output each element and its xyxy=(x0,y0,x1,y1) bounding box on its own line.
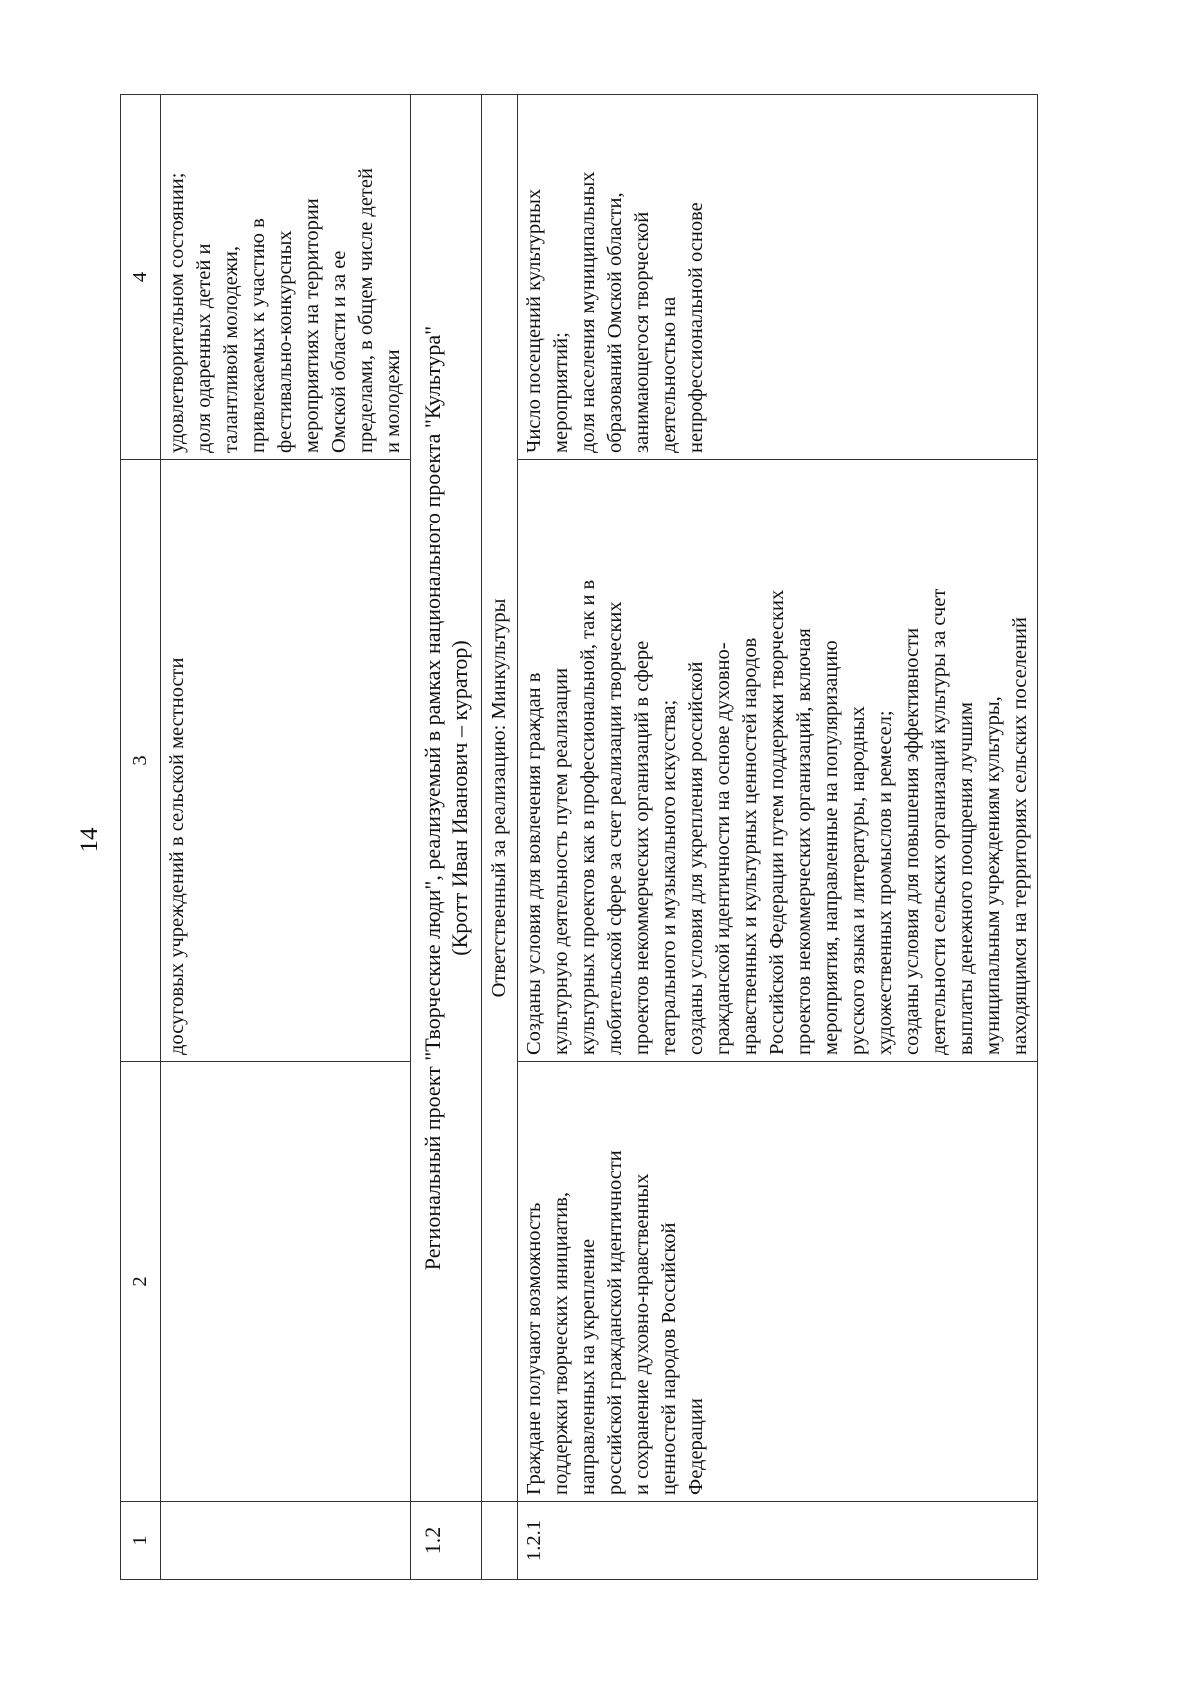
section-title-line: Региональный проект "Творческие люди", реализуемый в рамках национального проекта "Культура" xyxy=(420,325,445,1271)
result-line: российской гражданской идентичности xyxy=(604,1150,626,1495)
description-line: деятельности сельских организаций культуры за счет xyxy=(928,588,950,1055)
row-number: 1.2.1 xyxy=(518,1502,1038,1580)
column-header: 2 xyxy=(121,1062,161,1502)
description-line: культурную деятельность путем реализации xyxy=(550,667,572,1055)
page-number: 14 xyxy=(76,827,103,853)
column-header: 1 xyxy=(121,1502,161,1580)
description-line: культурных проектов как в профессиональной, так и в xyxy=(577,579,599,1055)
description-line: находящимся на территориях сельских поселений xyxy=(1009,617,1031,1055)
indicator-line: доля одаренных детей и xyxy=(193,243,215,453)
indicator-line: талантливой молодежи, xyxy=(220,246,242,453)
description-line: театрального и музыкального искусства; xyxy=(658,699,680,1055)
description-line: Российской Федерации путем поддержки творческих xyxy=(766,589,788,1055)
program-table xyxy=(120,94,1038,1580)
indicator-line: удовлетворительном состоянии; xyxy=(166,172,188,453)
description-line: проектов некоммерческих организаций, включая xyxy=(793,628,815,1055)
rotated-page xyxy=(70,70,1060,1610)
section-title xyxy=(411,95,482,1502)
indicator-line: доля населения муниципальных xyxy=(577,171,599,453)
table-row xyxy=(518,95,1038,1580)
table-row xyxy=(161,95,411,1580)
indicator-line: мероприятиях на территории xyxy=(301,198,323,453)
description-line: муниципальным учреждениям культуры, xyxy=(982,696,1004,1055)
indicator-line: Омской области и за ее xyxy=(328,250,350,453)
description-line: мероприятия, направленные на популяризацию xyxy=(820,640,842,1055)
description-line: нравственных и культурных ценностей народов xyxy=(739,637,761,1055)
empty-cell xyxy=(482,1502,518,1580)
column-header-row xyxy=(121,95,161,1580)
description-line: русского языка и литературы, народных xyxy=(847,706,869,1055)
description-cell xyxy=(518,460,1038,1062)
indicator-line: Число посещений культурных xyxy=(523,188,545,453)
result-line: ценностей народов Российской xyxy=(658,1222,680,1495)
indicator-line: и молодежи xyxy=(382,349,404,453)
description-cell: досуговых учреждений в сельской местности xyxy=(161,460,411,1062)
section-heading-row xyxy=(411,95,482,1580)
section-number: 1.2 xyxy=(411,1502,482,1580)
column-header: 4 xyxy=(121,95,161,460)
responsible-row xyxy=(482,95,518,1580)
indicator-line: занимающегося творческой xyxy=(631,211,653,453)
column-header: 3 xyxy=(121,460,161,1062)
description-line: проектов некоммерческих организаций в сфере xyxy=(631,640,653,1055)
description-line: созданы условия для укрепления российской xyxy=(685,661,707,1055)
indicator-line: деятельностью на xyxy=(658,296,680,453)
result-cell xyxy=(161,1062,411,1502)
indicator-line: пределами, в общем числе детей xyxy=(355,168,377,453)
result-line: поддержки творческих инициатив, xyxy=(550,1191,572,1495)
description-line: Созданы условия для вовлечения граждан в xyxy=(523,672,545,1055)
result-line: направленных на укрепление xyxy=(577,1238,599,1495)
indicators-cell xyxy=(518,95,1038,460)
indicator-line: образований Омской области, xyxy=(604,192,626,453)
result-cell xyxy=(518,1062,1038,1502)
description-line: выплаты денежного поощрения лучшим xyxy=(955,702,977,1055)
section-curator: (Кротт Иван Иванович – куратор) xyxy=(447,640,472,956)
description-line: созданы условия для повышения эффективности xyxy=(901,627,923,1055)
responsible-text: Ответственный за реализацию: Минкультуры xyxy=(482,95,518,1502)
indicator-line: мероприятий; xyxy=(550,332,572,453)
result-line: Федерации xyxy=(685,1398,707,1495)
description-line: гражданской идентичности на основе духовно- xyxy=(712,642,734,1055)
result-line: и сохранение духовно-нравственных xyxy=(631,1173,653,1495)
result-line: Граждане получают возможность xyxy=(523,1202,545,1495)
row-number xyxy=(161,1502,411,1580)
indicator-line: привлекаемых к участию в xyxy=(247,218,269,453)
description-line: любительской сфере за счет реализации творческих xyxy=(604,601,626,1055)
description-line: художественных промыслов и ремесел; xyxy=(874,710,896,1055)
indicator-line: фестивально-конкурсных xyxy=(274,230,296,453)
indicator-line: непрофессиональной основе xyxy=(685,202,707,453)
indicators-cell xyxy=(161,95,411,460)
